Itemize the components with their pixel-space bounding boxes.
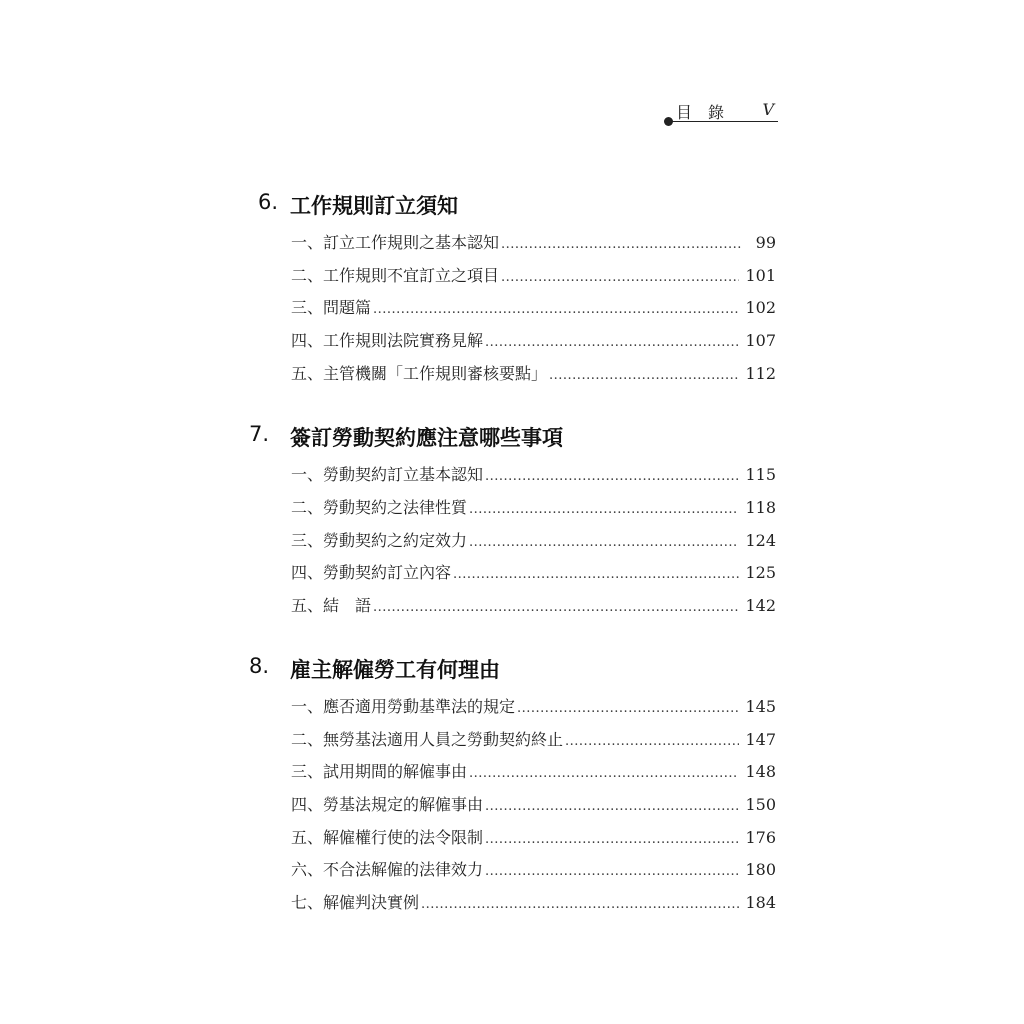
header-rule <box>670 121 778 122</box>
entry-page: 102 <box>745 298 776 317</box>
section-title: 工作規則訂立須知 <box>290 194 458 218</box>
toc-entry <box>291 528 776 556</box>
toc-entry <box>291 263 776 291</box>
entry-label: 三、勞動契約之約定效力 <box>291 531 468 550</box>
section-title: 雇主解僱勞工有何理由 <box>290 658 500 682</box>
dot-leader <box>485 864 739 879</box>
dot-leader <box>485 799 739 814</box>
dot-leader <box>485 832 739 847</box>
entry-label: 五、解僱權行使的法令限制 <box>291 828 484 847</box>
header-title: 目錄 <box>676 103 741 122</box>
dot-leader <box>549 368 739 383</box>
entry-label: 四、工作規則法院實務見解 <box>291 331 484 350</box>
toc-entry <box>291 495 776 523</box>
entry-label: 二、工作規則不宜訂立之項目 <box>291 266 500 285</box>
entry-label: 一、應否適用勞動基準法的規定 <box>291 697 516 716</box>
toc-entry <box>291 328 776 356</box>
toc-entry <box>291 890 776 918</box>
entry-page: 112 <box>745 364 776 383</box>
entry-label: 四、勞基法規定的解僱事由 <box>291 795 484 814</box>
toc-entry <box>291 727 776 755</box>
toc-entry <box>291 593 776 621</box>
dot-leader <box>485 469 739 484</box>
toc-entry <box>291 694 776 722</box>
entry-page: 180 <box>745 860 776 879</box>
entry-label: 二、勞動契約之法律性質 <box>291 498 468 517</box>
entry-label: 三、問題篇 <box>291 298 372 317</box>
entry-page: 99 <box>755 233 776 252</box>
dot-leader <box>469 535 739 550</box>
toc-entry <box>291 825 776 853</box>
entry-label: 六、不合法解僱的法律效力 <box>291 860 484 879</box>
entry-page: 101 <box>745 266 776 285</box>
entry-label: 一、訂立工作規則之基本認知 <box>291 233 500 252</box>
dot-leader <box>517 701 739 716</box>
entry-label: 三、試用期間的解僱事由 <box>291 762 468 781</box>
section-number: 6. <box>258 190 279 214</box>
header-page-number: V <box>762 100 774 119</box>
toc-entry <box>291 560 776 588</box>
entry-label: 五、主管機關「工作規則審核要點」 <box>291 364 548 383</box>
entry-page: 142 <box>745 596 776 615</box>
entry-page: 118 <box>745 498 776 517</box>
entry-page: 148 <box>745 762 776 781</box>
entry-label: 五、結 語 <box>291 596 372 615</box>
section-title: 簽訂勞動契約應注意哪些事項 <box>290 426 563 450</box>
entry-page: 147 <box>745 730 776 749</box>
toc-entry <box>291 759 776 787</box>
entry-page: 176 <box>745 828 776 847</box>
toc-entry <box>291 295 776 323</box>
entry-page: 124 <box>745 531 776 550</box>
entry-page: 184 <box>745 893 776 912</box>
section-heading <box>0 422 800 454</box>
entry-label: 四、勞動契約訂立內容 <box>291 563 452 582</box>
entry-page: 125 <box>745 563 776 582</box>
dot-leader <box>373 600 739 615</box>
entry-page: 150 <box>745 795 776 814</box>
section-number: 7. <box>249 422 270 446</box>
entry-label: 一、勞動契約訂立基本認知 <box>291 465 484 484</box>
dot-leader <box>453 567 739 582</box>
toc-entry <box>291 792 776 820</box>
dot-leader <box>373 302 739 317</box>
entry-label: 二、無勞基法適用人員之勞動契約終止 <box>291 730 564 749</box>
entry-label: 七、解僱判決實例 <box>291 893 420 912</box>
dot-leader <box>501 270 739 285</box>
dot-leader <box>565 734 739 749</box>
section-heading <box>0 654 800 686</box>
dot-leader <box>501 237 742 252</box>
running-header <box>676 100 778 124</box>
toc-entry <box>291 857 776 885</box>
entry-page: 115 <box>745 465 776 484</box>
dot-leader <box>469 766 739 781</box>
entry-page: 145 <box>745 697 776 716</box>
dot-leader <box>421 897 739 912</box>
toc-entry <box>291 361 776 389</box>
dot-leader <box>485 335 739 350</box>
section-number: 8. <box>249 654 270 678</box>
entry-page: 107 <box>745 331 776 350</box>
toc-entry <box>291 462 776 490</box>
section-heading <box>0 190 800 222</box>
dot-leader <box>469 502 739 517</box>
toc-entry <box>291 230 776 258</box>
